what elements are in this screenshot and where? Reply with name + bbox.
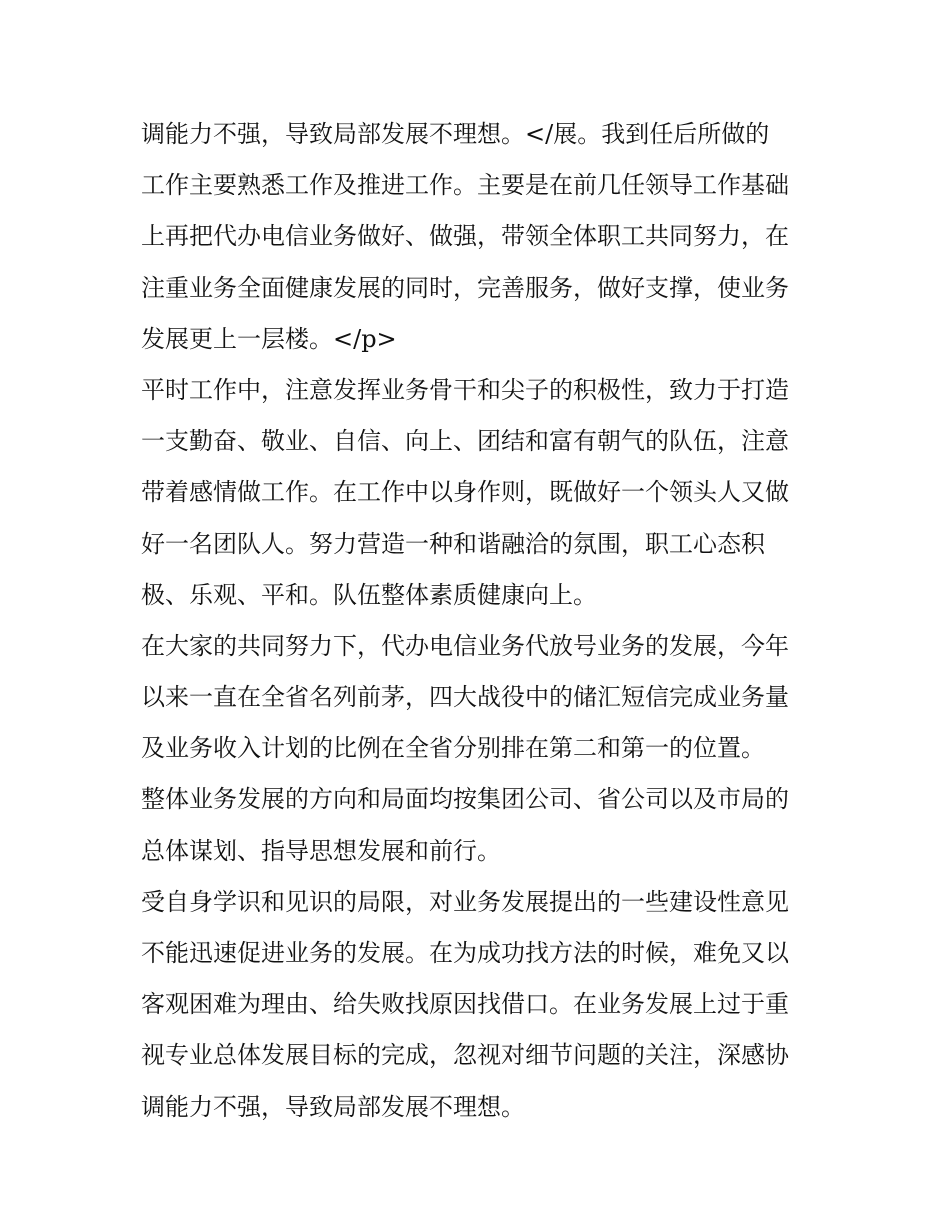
text-line: 以来一直在全省名列前茅，四大战役中的储汇短信完成业务量 [141, 683, 789, 712]
paragraph-3 [141, 621, 821, 775]
text-line: 在大家的共同努力下，代办电信业务代放号业务的发展，今年 [141, 631, 789, 660]
paragraph-4 [141, 774, 821, 876]
paragraph-2 [141, 365, 821, 621]
text-line: 总体谋划、指导思想发展和前行。 [141, 836, 501, 865]
text-line: 上再把代办电信业务做好、做强，带领全体职工共同努力，在 [141, 222, 789, 251]
text-line: 一支勤奋、敬业、自信、向上、团结和富有朝气的队伍，注意 [141, 427, 789, 456]
text-line: 平时工作中，注意发挥业务骨干和尖子的积极性，致力于打造 [141, 375, 789, 404]
text-line: 及业务收入计划的比例在全省分别排在第二和第一的位置。 [141, 734, 765, 763]
text-line: 整体业务发展的方向和局面均按集团公司、省公司以及市局的 [141, 785, 789, 814]
paragraph-1 [141, 109, 821, 365]
text-line: 调能力不强，导致局部发展不理想。 [141, 1092, 525, 1121]
document-body [141, 109, 821, 1133]
text-line: 极、乐观、平和。队伍整体素质健康向上。 [141, 580, 597, 609]
text-line: 好一名团队人。努力营造一种和谐融洽的氛围，职工心态积 [141, 529, 765, 558]
text-line: 客观困难为理由、给失败找原因找借口。在业务发展上过于重 [141, 990, 789, 1019]
text-line: 注重业务全面健康发展的同时，完善服务，做好支撑，使业务 [141, 273, 789, 302]
text-line: 发展更上一层楼。</p> [141, 324, 397, 353]
text-line: 不能迅速促进业务的发展。在为成功找方法的时候，难免又以 [141, 939, 789, 967]
text-line: 工作主要熟悉工作及推进工作。主要是在前几任领导工作基础 [141, 171, 789, 200]
text-line: 受自身学识和见识的局限，对业务发展提出的一些建设性意见 [141, 887, 789, 916]
text-line: 带着感情做工作。在工作中以身作则，既做好一个领头人又做 [141, 478, 789, 507]
text-line: 调能力不强，导致局部发展不理想。</展。我到任后所做的 [141, 120, 770, 148]
paragraph-5 [141, 877, 821, 1133]
text-line: 视专业总体发展目标的完成，忽视对细节问题的关注，深感协 [141, 1041, 789, 1070]
